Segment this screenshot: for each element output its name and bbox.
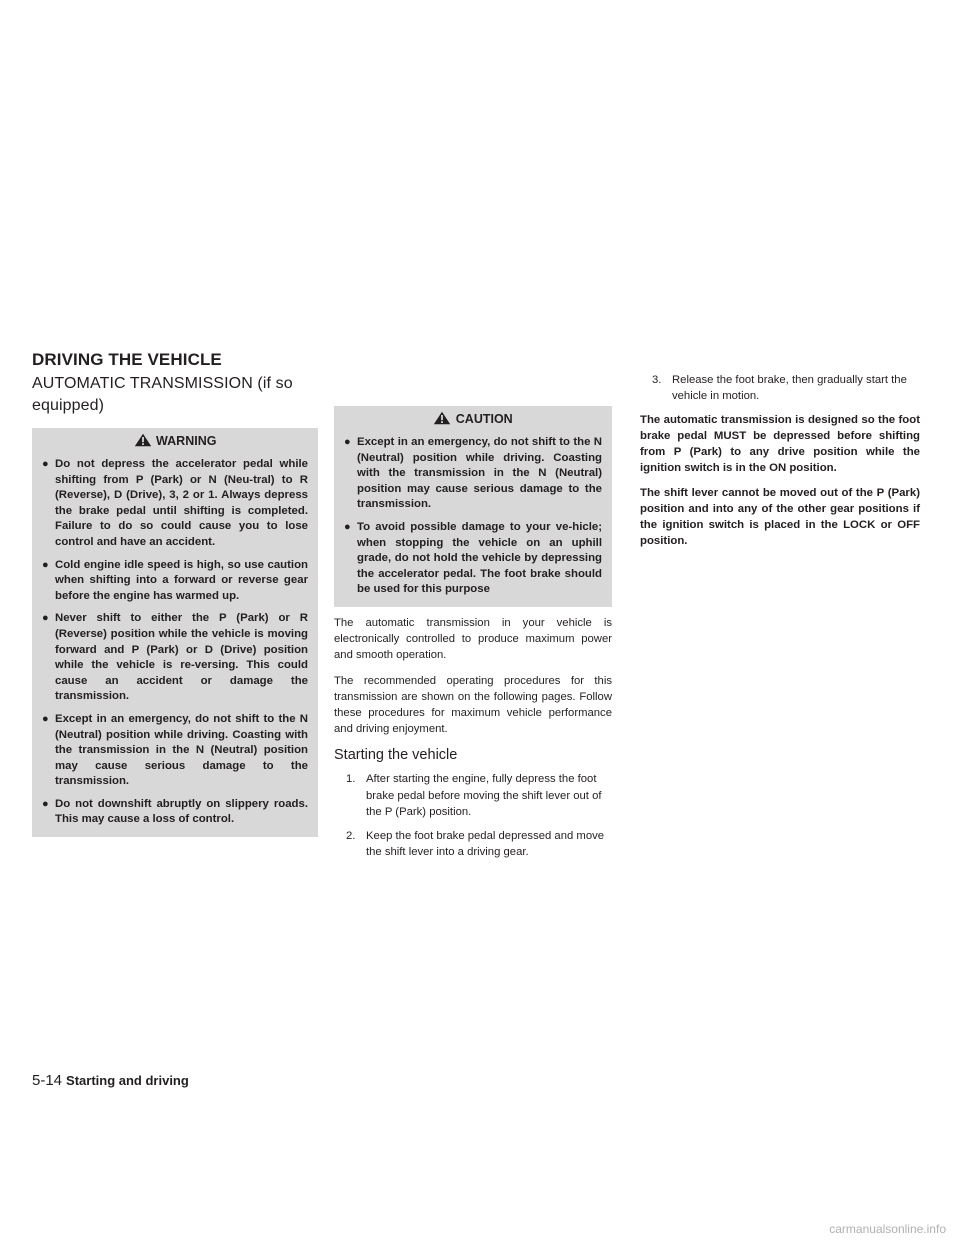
bullet-icon: ● (344, 520, 351, 533)
caution-list (344, 435, 602, 598)
column-left (32, 372, 318, 837)
bullet-icon: ● (42, 712, 49, 725)
warning-item: ● Do not depress the accelerator pedal while shifting from P (Park) or N (Neu-tral) to R (Reverse), D (Drive), 3, 2 or 1. Always depress the brake pedal until shifting is completed. Failure to do so could cause you to lose control and have an accident. (42, 458, 308, 548)
note-paragraph: The automatic transmission is designed so the foot brake pedal MUST be depressed before shifting from P (Park) to any drive position while the ignition switch is in the ON position. (640, 414, 920, 475)
page-title: AUTOMATIC TRANSMISSION (if so equipped) (32, 375, 293, 414)
bullet-icon: ● (42, 797, 49, 810)
warning-heading: WARNING (156, 434, 217, 448)
intro-paragraph: The automatic transmission in your vehicle is electronically controlled to produce maximum power and smooth operation. (334, 616, 612, 662)
bullet-icon: ● (42, 612, 49, 625)
procedures-paragraph: The recommended operating procedures for this transmission are shown on the following pages. Follow these procedures for maximum vehicle performance and driving enjoyment. (334, 674, 612, 736)
caution-box (334, 406, 612, 607)
chapter-title: Starting and driving (66, 1073, 189, 1088)
warning-item: ● Do not downshift abruptly on slippery roads. This may cause a loss of control. (42, 797, 308, 826)
step-item: 2. Keep the foot brake pedal depressed and move the shift lever into a driving gear. (346, 829, 605, 859)
section-header: DRIVING THE VEHICLE (32, 350, 222, 369)
caution-item: ● Except in an emergency, do not shift to the N (Neutral) position while driving. Coasting with the transmission in the N (Neutral) position may cause serious damage to the transmission. (344, 436, 602, 511)
column-right (640, 372, 920, 558)
warning-item: ● Cold engine idle speed is high, so use caution when shifting into a forward or reverse gear before the engine has warmed up. (42, 558, 308, 602)
watermark: carmanualsonline.info (829, 1222, 946, 1236)
step-item: 1. After starting the engine, fully depress the foot brake pedal before moving the shift lever out of the P (Park) position. (346, 773, 602, 818)
warning-list (42, 457, 308, 828)
warning-triangle-icon (134, 433, 152, 447)
bullet-icon: ● (42, 458, 49, 470)
starting-steps-continued (652, 372, 920, 404)
column-middle (334, 372, 612, 868)
warning-item: ● Except in an emergency, do not shift to the N (Neutral) position while driving. Coasting with the transmission in the N (Neutral) position may cause serious damage to the transmission. (42, 712, 308, 788)
bullet-icon: ● (344, 436, 351, 448)
warning-box (32, 428, 318, 837)
note-paragraph: The shift lever cannot be moved out of the P (Park) position and into any of the other gear positions if the ignition switch is placed in the LOCK or OFF position. (640, 487, 920, 548)
warning-triangle-icon (433, 411, 451, 425)
starting-steps (346, 771, 612, 860)
caution-heading: CAUTION (455, 412, 513, 426)
page-number: 5-14 (32, 1072, 63, 1089)
warning-heading-row (42, 432, 308, 450)
bullet-icon: ● (42, 558, 49, 571)
caution-item: ● To avoid possible damage to your ve-hicle; when stopping the vehicle on an uphill grade, do not hold the vehicle by depressing the accelerator pedal. The foot brake should be used for this purpose (344, 520, 602, 596)
warning-item: ● Never shift to either the P (Park) or R (Reverse) position while the vehicle is moving forward and P (Park) or D (Drive) position while the vehicle is re-versing. This could cause an accident or damage the transmission. (42, 612, 308, 703)
page-footer (32, 1072, 189, 1090)
starting-heading: Starting the vehicle (334, 747, 458, 764)
step-item: 3. Release the foot brake, then gradually start the vehicle in motion. (652, 374, 907, 403)
caution-heading-row (344, 410, 602, 428)
